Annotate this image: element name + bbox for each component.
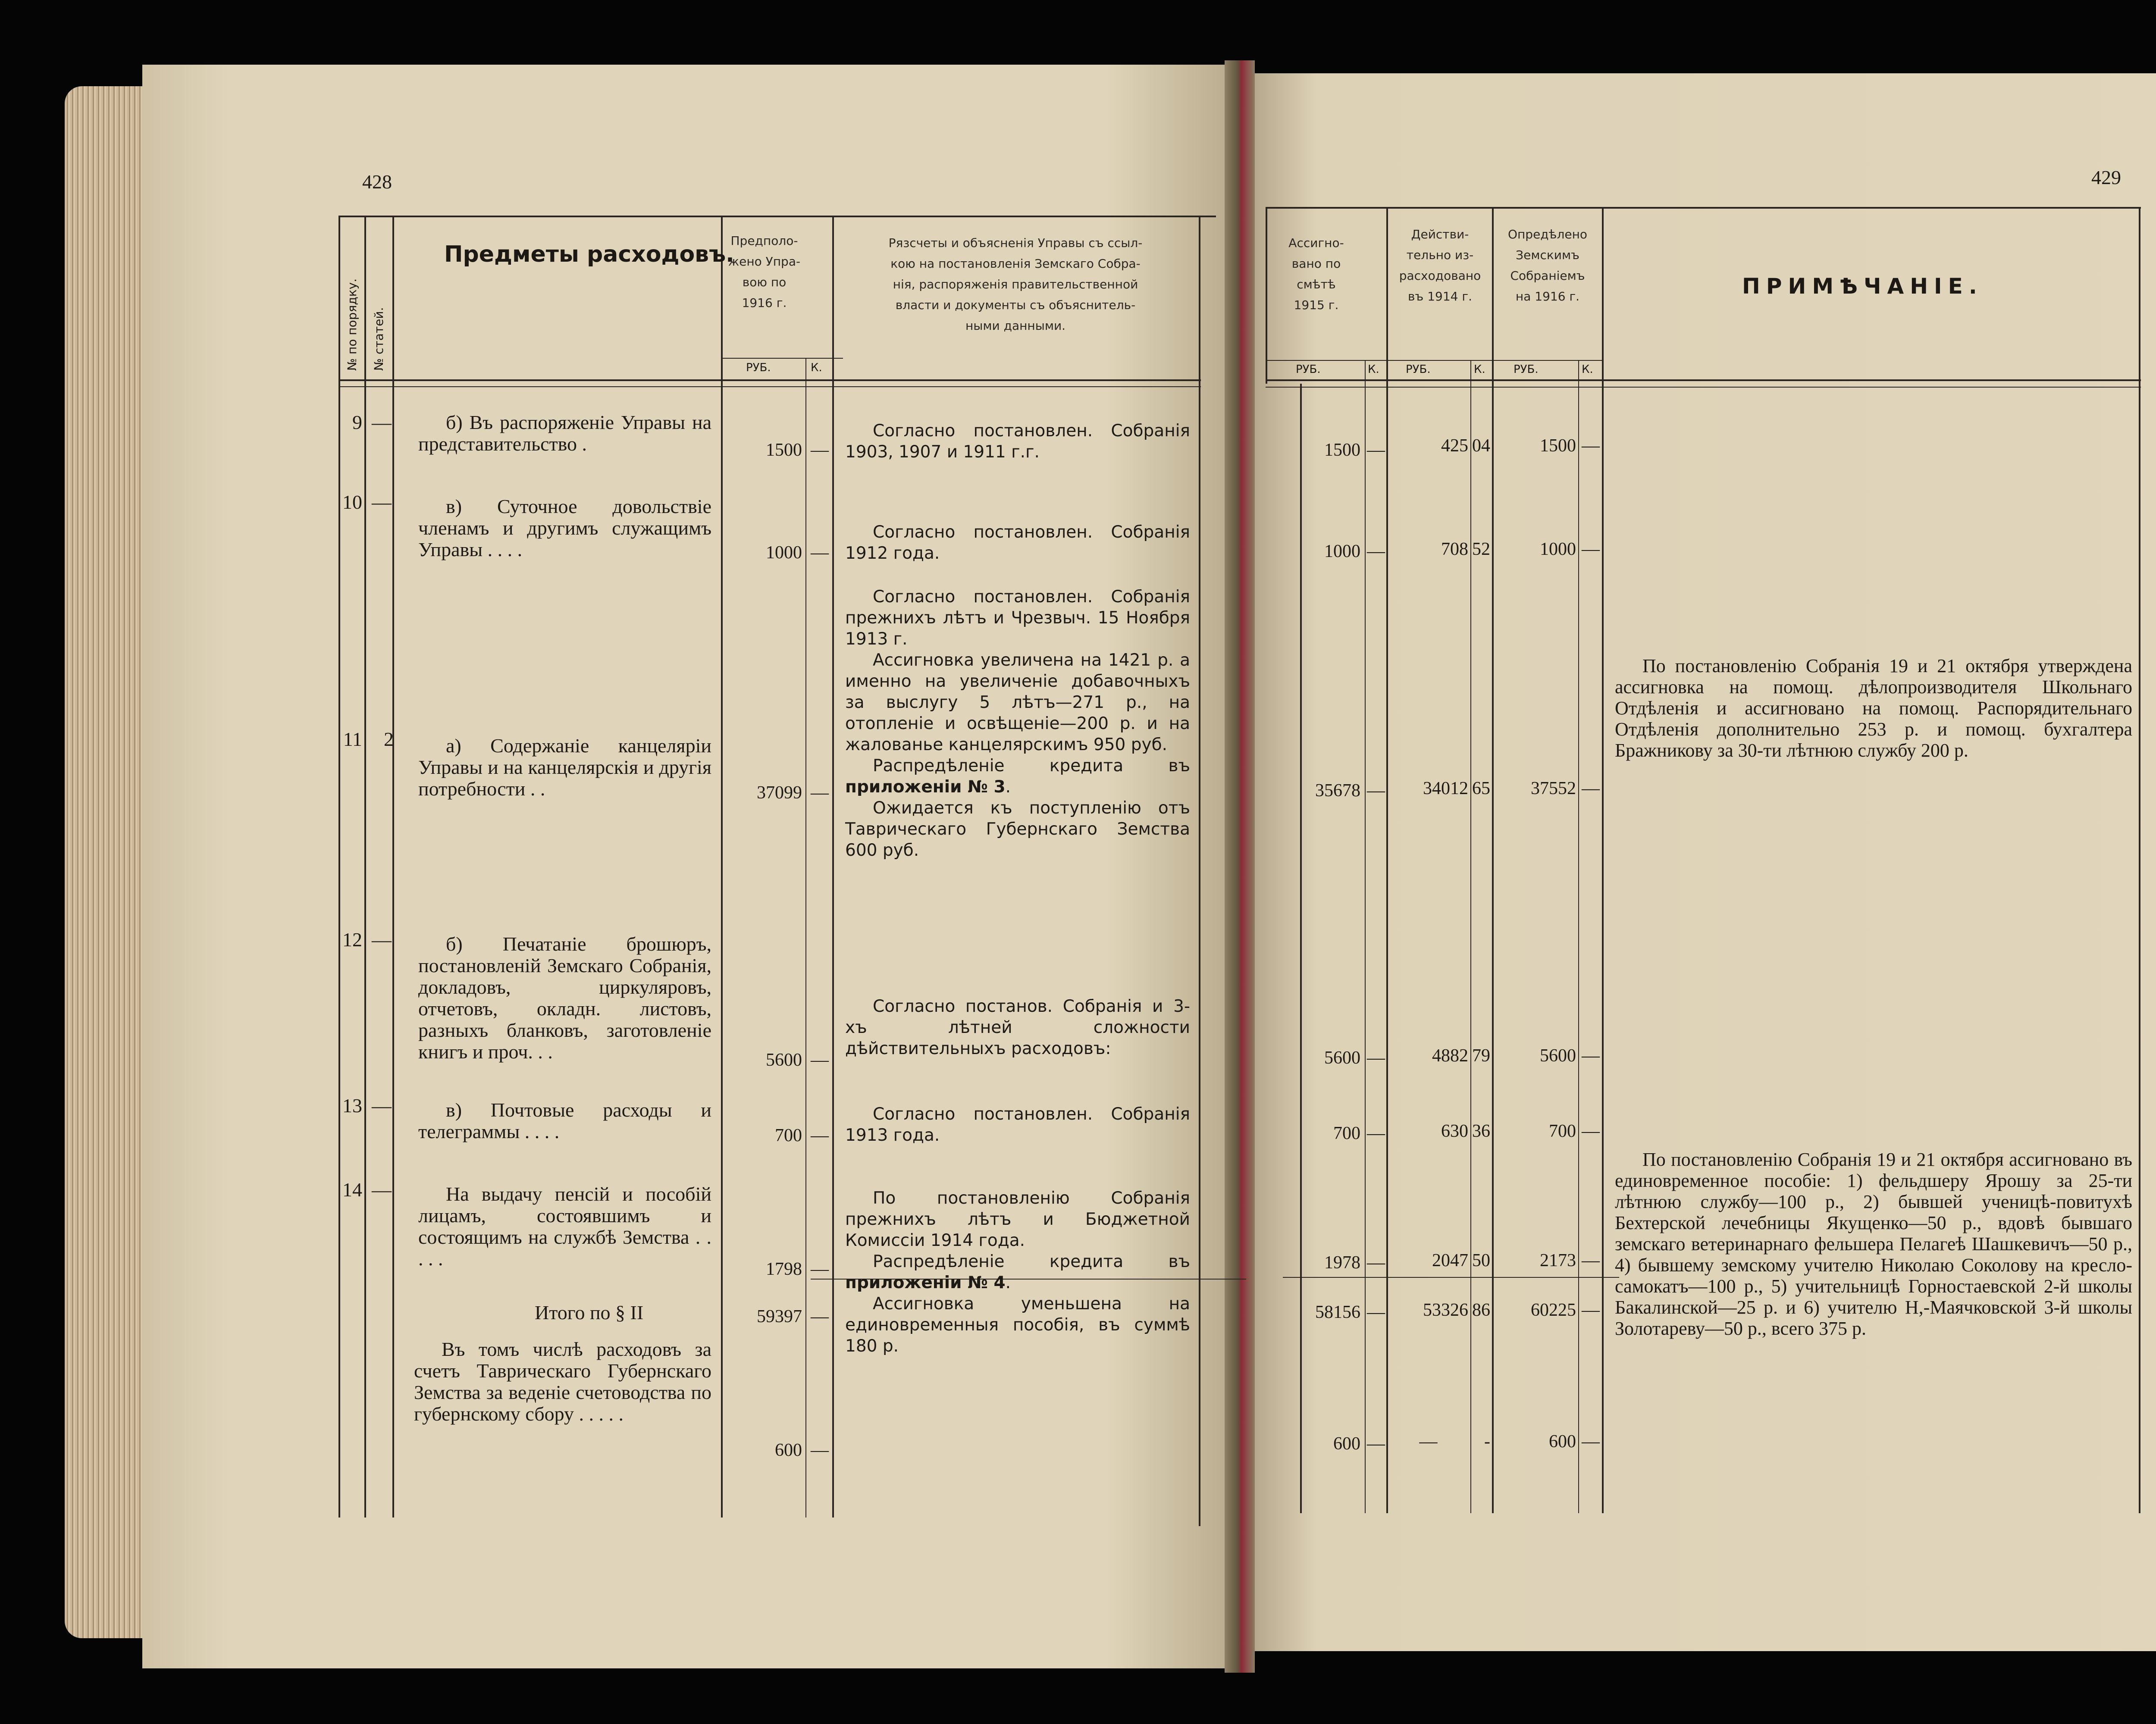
row-12-kop: — [811, 1050, 829, 1070]
right-total-determined-kop: — [1582, 1300, 1600, 1320]
r5-spent: 2047 [1432, 1251, 1468, 1270]
header-proposed: Предполо- жено Упра- вою по 1916 г. [728, 234, 801, 310]
right-total-spent-kop: 86 [1472, 1300, 1490, 1320]
right-total-determined: 60225 [1531, 1300, 1576, 1320]
r4-spent-kop: 36 [1472, 1121, 1490, 1141]
left-col-border-6 [1199, 216, 1200, 1526]
left-total-kop: — [811, 1307, 829, 1327]
row-11-kop: — [811, 783, 829, 803]
left-col-border-kop [805, 358, 806, 1517]
row-14-kop: — [811, 1259, 829, 1279]
r1-assigned-kop: — [1367, 541, 1385, 561]
r2-spent-kop: 65 [1472, 779, 1490, 798]
page-stack-left [65, 86, 151, 1638]
row-11-no: 11 [343, 728, 362, 750]
left-table-top-rule [338, 216, 1216, 217]
row-9-kop: — [811, 440, 829, 460]
r1-determined: 1000 [1540, 539, 1576, 559]
right-header-bottom-rule [1266, 379, 2141, 381]
row-14-amount: 1798 [766, 1259, 802, 1279]
r4-spent: 630 [1441, 1121, 1468, 1141]
header-spent: Действи- тельно из- расходовано въ 1914 г. [1399, 227, 1481, 303]
r3-assigned-kop: — [1367, 1048, 1385, 1068]
r3-assigned: 5600 [1324, 1048, 1360, 1068]
right-page [1242, 73, 2156, 1651]
right-page-number: 429 [2091, 166, 2121, 188]
r2-assigned: 35678 [1315, 781, 1360, 801]
note-1: По постановленію Собранія 19 и 21 октября утверждена ассигновка на помощ. дѣлопроизводителя Школьнаго Отдѣленія и ассигновано на помощ. Распорядительнаго Отдѣленія дополнительно 253 р. и помощ. бухгалтера Бражникову за 30-ти лѣтнюю службу 200 р. [1615, 655, 2132, 761]
right-subtotal-determined-kop: — [1582, 1432, 1600, 1452]
r1-spent: 708 [1441, 539, 1468, 559]
right-col-border-3k [1578, 360, 1579, 1513]
r5-determined-kop: — [1582, 1251, 1600, 1270]
right-unit-rub-2: РУБ. [1406, 363, 1431, 376]
row-14-subject: На выдачу пенсій и пособій лицамъ, состоявшимъ и состоящимъ на службѣ Земства . . . . . [418, 1183, 711, 1270]
right-unit-rule [1266, 360, 1602, 361]
row-13-note: Согласно постановлен. Собранія 1913 года. [845, 1104, 1190, 1145]
row-9-note: Согласно постановлен. Собранія 1903, 1907 и 1911 г.г. [845, 421, 1190, 462]
row-12-art: — [372, 929, 392, 951]
left-col-border-2 [364, 216, 366, 1517]
row-10-amount: 1000 [766, 543, 802, 563]
right-unit-kop-3: К. [1582, 363, 1593, 376]
r3-spent-kop: 79 [1472, 1046, 1490, 1066]
left-total-label: Итого по § II [535, 1302, 644, 1324]
row-12-no: 12 [342, 929, 362, 951]
right-header-bottom-rule-2 [1266, 387, 2141, 388]
r3-spent: 4882 [1432, 1046, 1468, 1066]
left-header-bottom-rule [338, 379, 1201, 381]
appendix-3-link: приложеніи № 3 [845, 777, 1006, 797]
row-14-art: — [372, 1179, 392, 1201]
row-11-art: 2 [384, 728, 394, 750]
right-col-border-5 [2139, 207, 2140, 1513]
r2-spent: 34012 [1423, 779, 1468, 798]
r2-determined-kop: — [1582, 779, 1600, 798]
left-subtotal-label: Въ томъ числѣ расходовъ за счетъ Таврическаго Губернскаго Земства за веденіе счетоводства по губернскому сбору . . . . . [414, 1338, 711, 1425]
left-total-amount: 59397 [757, 1307, 802, 1327]
r0-spent: 425 [1441, 436, 1468, 456]
row-11-amount: 37099 [757, 783, 802, 803]
r5-assigned-kop: — [1367, 1253, 1385, 1273]
right-subtotal-determined: 600 [1549, 1432, 1576, 1452]
r1-determined-kop: — [1582, 539, 1600, 559]
left-header-bottom-rule-2 [338, 386, 1201, 387]
right-col-border-1k [1365, 360, 1366, 1513]
right-subtotal-assigned-kop: — [1367, 1434, 1385, 1454]
r0-spent-kop: 04 [1472, 436, 1490, 456]
row-10-note: Согласно постановлен. Собранія 1912 года. [845, 523, 1190, 563]
row-12-subject: б) Печатаніе брошюръ, постановленій Земскаго Собранія, докладовъ, циркуляровъ, отчетовъ, окладн. листовъ, разныхъ бланковъ, заготовленіе книгъ и проч. . . [418, 933, 711, 1063]
header-no-article: № статей. [372, 307, 386, 371]
left-unit-rub: РУБ. [746, 361, 771, 374]
left-subtotal-kop: — [811, 1440, 829, 1460]
r4-determined: 700 [1549, 1121, 1576, 1141]
left-unit-rule [722, 358, 843, 359]
right-total-spent: 53326 [1423, 1300, 1468, 1320]
right-total-assigned-kop: — [1367, 1302, 1385, 1322]
left-subtotal-amount: 600 [775, 1440, 802, 1460]
row-11-note: Согласно постановлен. Собранія прежнихъ лѣтъ и Чрезвыч. 15 Ноября 1913 г. Ассигновка увеличена на 1421 р. а именно на увеличеніе добавочныхъ за выслугу 5 лѣтъ—271 р., на отопленіе и освѣщеніе—200 р. и на жалованье канцелярскимъ 950 руб. Распредѣленіе кредита въ приложеніи № 3. Ожидается къ поступленію отъ Таврическаго Губернскаго Земства 600 руб. [845, 587, 1190, 860]
left-col-border-1 [338, 216, 340, 1517]
r1-assigned: 1000 [1324, 541, 1360, 561]
row-11-subject: а) Содержаніе канцеляріи Управы и на канцелярскія и другія потребности . . [418, 735, 711, 800]
row-13-art: — [372, 1095, 392, 1117]
right-total-rule [1283, 1277, 1619, 1278]
right-table-top-rule [1266, 207, 2141, 209]
right-unit-rub-1: РУБ. [1296, 363, 1321, 376]
left-page-number: 428 [362, 171, 392, 193]
right-total-assigned: 58156 [1315, 1302, 1360, 1322]
appendix-4-link: приложеніи № 4 [845, 1273, 1006, 1292]
right-subtotal-spent-kop: - [1484, 1432, 1490, 1452]
right-unit-rub-3: РУБ. [1514, 363, 1539, 376]
r5-spent-kop: 50 [1472, 1251, 1490, 1270]
r0-determined: 1500 [1540, 436, 1576, 456]
row-10-no: 10 [342, 491, 362, 513]
header-determined: Опредѣлено Земскимъ Собраніемъ на 1916 г. [1507, 227, 1588, 303]
r0-determined-kop: — [1582, 436, 1600, 456]
right-col-border-0 [1266, 207, 1267, 384]
row-10-kop: — [811, 543, 829, 563]
right-unit-kop-2: К. [1474, 363, 1485, 376]
row-9-art: — [372, 411, 392, 433]
left-unit-kop: К. [811, 361, 822, 374]
r1-spent-kop: 52 [1472, 539, 1490, 559]
r3-determined: 5600 [1540, 1046, 1576, 1066]
header-no-order: № по порядку. [345, 278, 359, 371]
r0-assigned: 1500 [1324, 440, 1360, 460]
header-subjects: Предметы расходовъ. [444, 241, 734, 267]
right-col-border-3 [1492, 207, 1494, 1513]
row-13-amount: 700 [775, 1126, 802, 1145]
header-explanations: Рязсчеты и объясненія Управы съ ссыл- кою на постановленія Земскаго Собра- нія, распоряженія правительственной власти и документы съ объяснитель- ными данными. [888, 236, 1143, 333]
row-10-subject: в) Суточное довольствіе членамъ и другимъ служащимъ Управы . . . . [418, 495, 711, 560]
row-14-note: По постановленію Собранія прежнихъ лѣтъ и Бюджетной Комиссіи 1914 года. Распредѣленіе кредита въ приложеніи № 4. Ассигновка уменьшена на единовременныя пособія, въ суммѣ 180 р. [845, 1189, 1190, 1356]
r4-assigned-kop: — [1367, 1123, 1385, 1143]
row-12-amount: 5600 [766, 1050, 802, 1070]
header-note: ПРИМѢЧАНІЕ. [1742, 274, 1983, 299]
r4-assigned: 700 [1333, 1123, 1360, 1143]
r2-assigned-kop: — [1367, 781, 1385, 801]
book-gutter [1225, 60, 1255, 1673]
header-assigned: Ассигно- вано по смѣтѣ 1915 г. [1288, 236, 1344, 312]
right-unit-kop-1: К. [1368, 363, 1379, 376]
row-13-no: 13 [342, 1095, 362, 1117]
r5-assigned: 1978 [1324, 1253, 1360, 1273]
r2-determined: 37552 [1531, 779, 1576, 798]
row-10-art: — [372, 491, 392, 513]
r0-assigned-kop: — [1367, 440, 1385, 460]
right-subtotal-spent: — [1419, 1432, 1438, 1452]
row-13-kop: — [811, 1126, 829, 1145]
r3-determined-kop: — [1582, 1046, 1600, 1066]
row-12-note: Согласно постанов. Собранія и 3-хъ лѣтней сложности дѣйствительныхъ расходовъ: [845, 997, 1190, 1058]
r4-determined-kop: — [1582, 1121, 1600, 1141]
row-9-amount: 1500 [766, 440, 802, 460]
left-col-border-5 [832, 216, 834, 1517]
row-9-subject: б) Въ распоряженіе Управы на представительство . [418, 411, 711, 455]
right-col-border-2 [1386, 207, 1388, 1513]
row-14-no: 14 [342, 1179, 362, 1201]
row-13-subject: в) Почтовые расходы и телеграммы . . . . [418, 1099, 711, 1142]
left-col-border-3 [392, 216, 394, 1517]
left-col-border-4 [721, 216, 723, 1517]
right-subtotal-assigned: 600 [1333, 1434, 1360, 1454]
right-col-border-4 [1602, 207, 1604, 1513]
row-9-no: 9 [352, 411, 362, 433]
note-2: По постановленію Собранія 19 и 21 октября ассигновано въ единовременное пособіе: 1) фельдшеру Ярошу за 25-ти лѣтнюю службу—100 р., 2) бывшей ученицѣ-повитухѣ Бехтерской лечебницы Якущенко—50 р., вдовѣ бывшаго земскаго ветеринарнаго фельшера Пелагеѣ Шашкевичъ—50 р., 4) бывшему земскому учителю Николаю Соколову на кресло-самокатъ—100 р., 5) учительницѣ Горностаевской 2-й школы Бакалинской—25 р. и 6) учителю Н,-Маячковской 3-й школы Золотареву—50 р., всего 375 р. [1615, 1149, 2132, 1339]
r5-determined: 2173 [1540, 1251, 1576, 1270]
right-col-border-2k [1470, 360, 1471, 1513]
